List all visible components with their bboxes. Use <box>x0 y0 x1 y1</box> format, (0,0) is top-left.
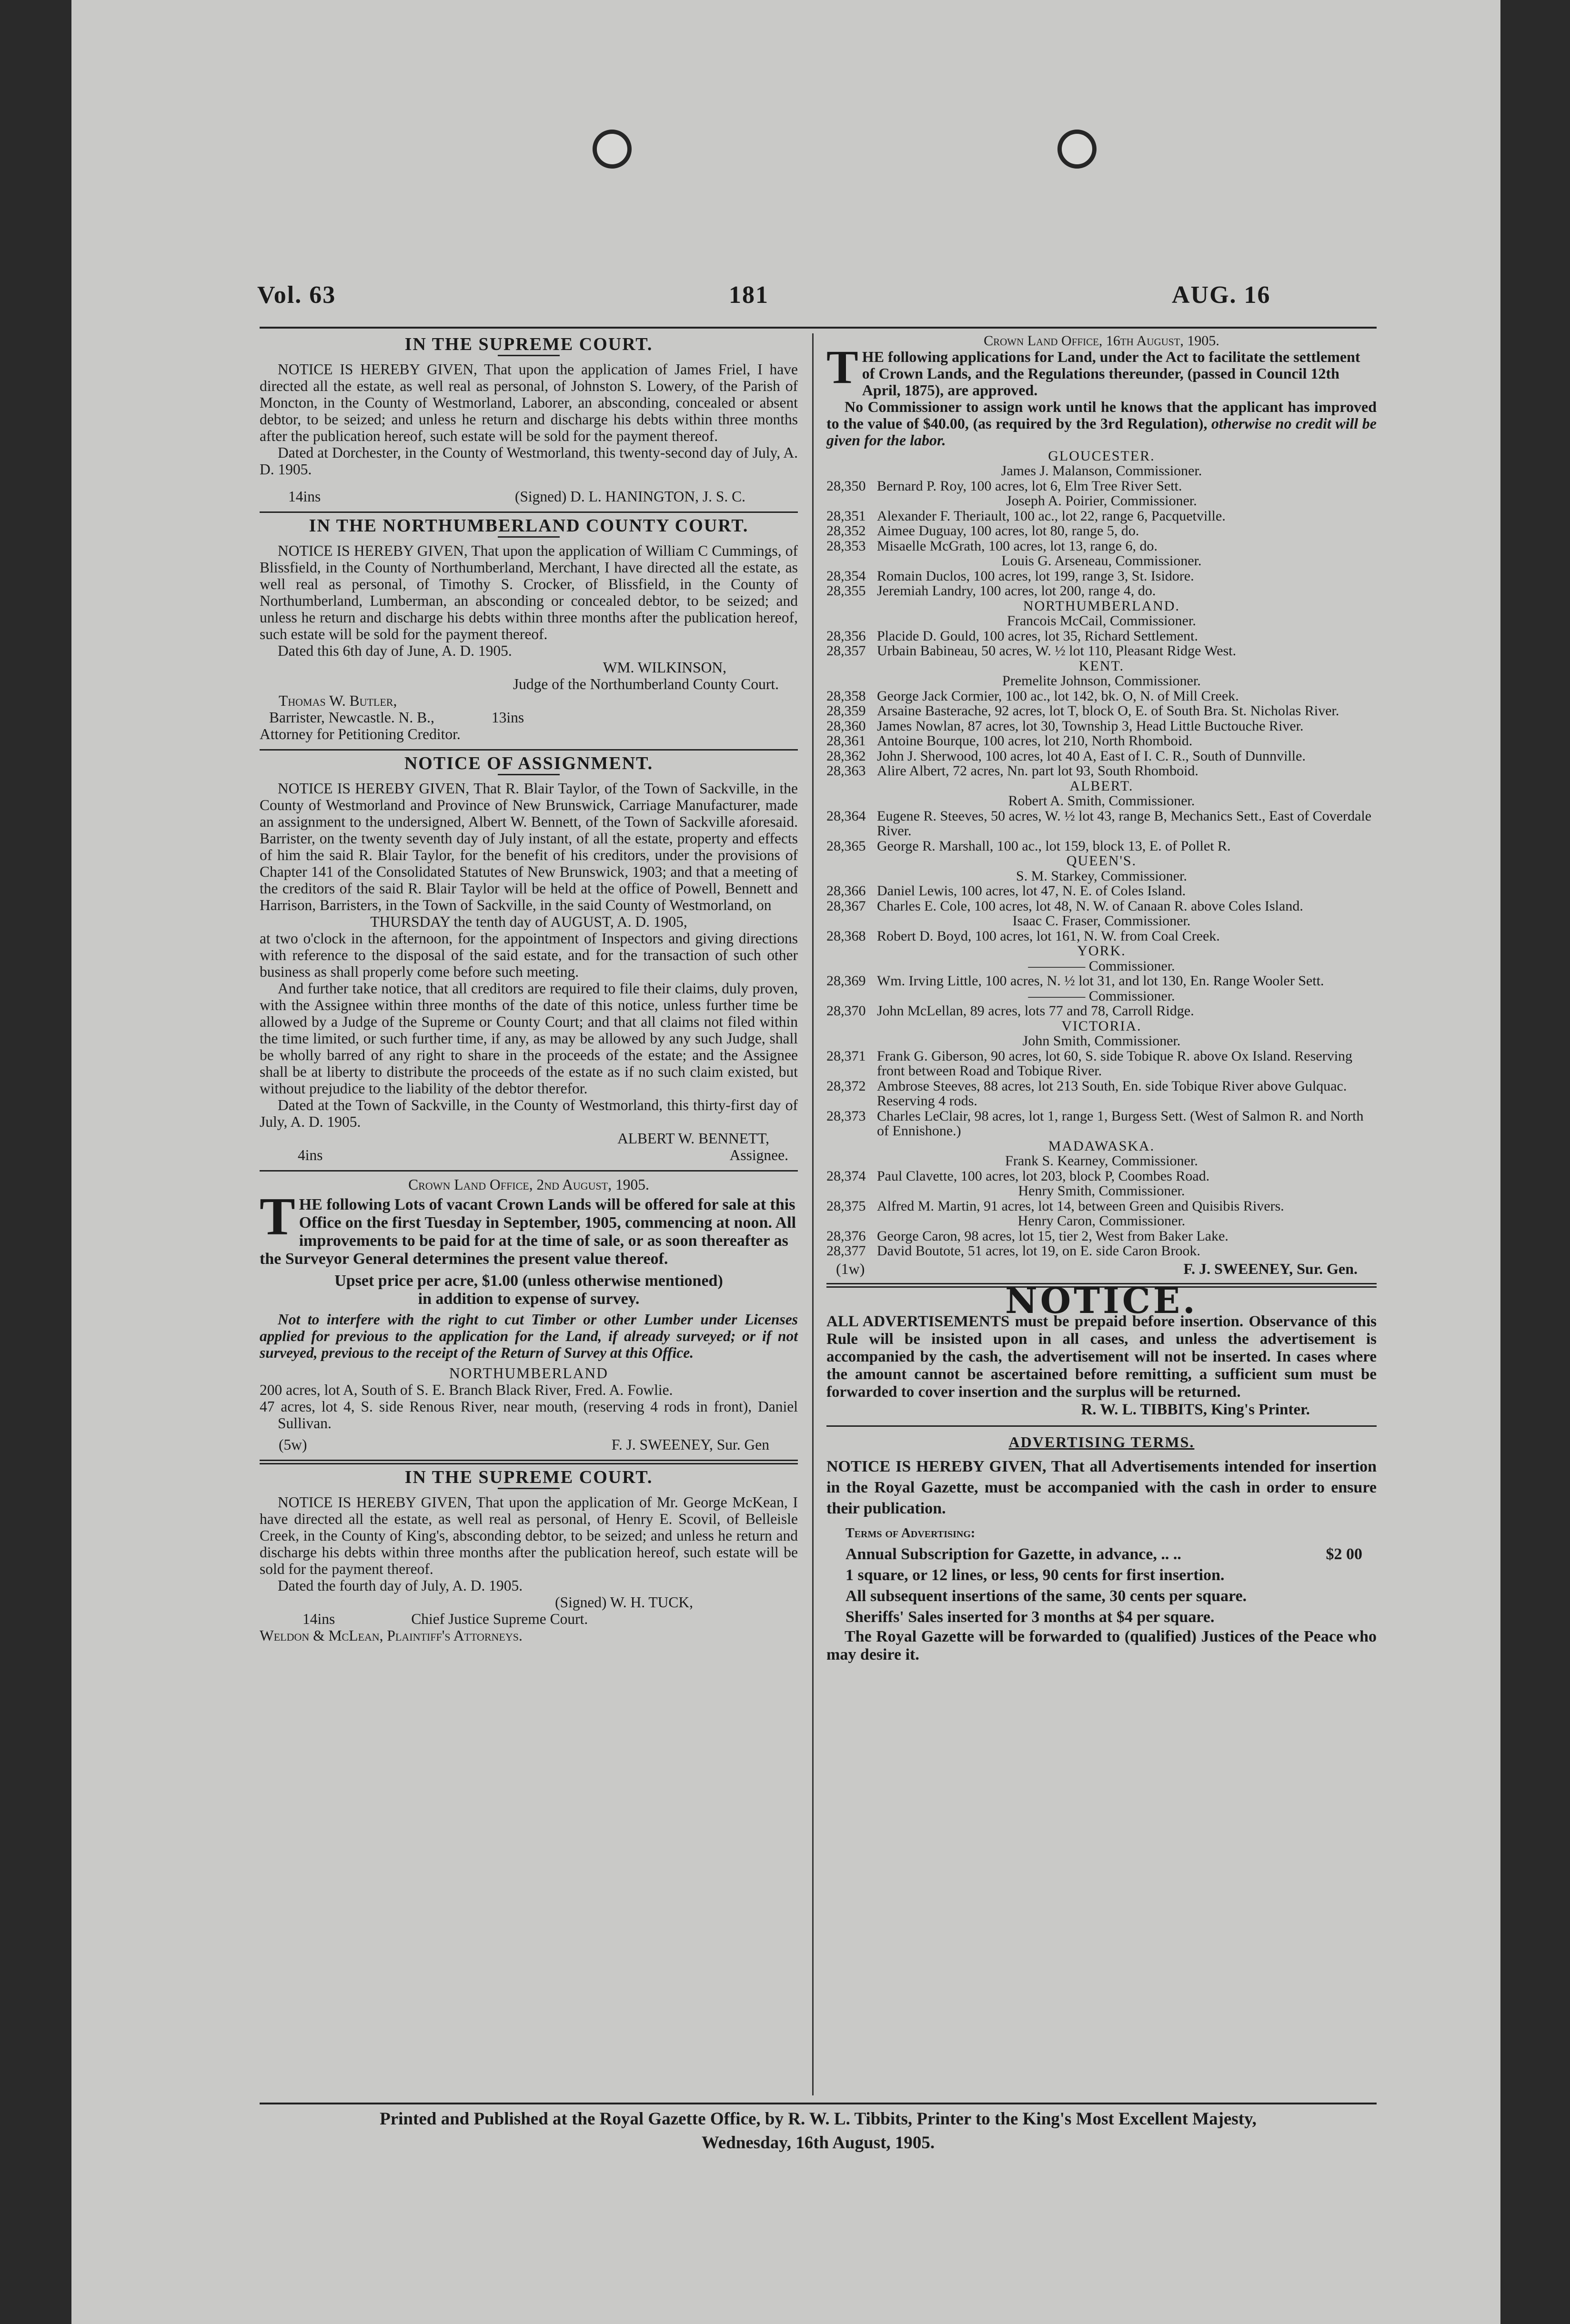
application-entry <box>826 509 1377 524</box>
application-number: 28,362 <box>826 748 866 764</box>
application-number: 28,361 <box>826 733 866 749</box>
supreme-court-notice-1 <box>260 336 798 505</box>
application-entry <box>826 1169 1377 1184</box>
notice-body: NOTICE IS HEREBY GIVEN, That upon the application of Mr. George McKean, I have directed all the estate, as well real as personal, of Henry E. Scovil, of Belleisle Creek, in the County of King's, absconding debtor, to be seized; and unless he return and discharge his debts within three months after the publication hereof, such estate will be sold for the payment thereof. <box>260 1494 798 1577</box>
section-title: IN THE NORTHUMBERLAND COUNTY COURT. <box>309 516 749 536</box>
labor-credit-note: otherwise no credit will be given for the labor. <box>826 414 1377 449</box>
application-entry <box>826 719 1377 734</box>
divider <box>498 536 560 538</box>
signer-name: ALBERT W. BENNETT, <box>617 1130 769 1147</box>
commissioner-name: Frank S. Kearney, Commissioner. <box>1005 1153 1198 1169</box>
application-entry <box>826 1049 1377 1079</box>
application-number: 28,375 <box>826 1198 866 1214</box>
application-number: 28,377 <box>826 1243 866 1259</box>
county-heading: NORTHUMBERLAND <box>449 1365 609 1382</box>
notice-body: HE following Lots of vacant Crown Lands will be offered for sale at this Office on the first Tuesday in September, 1905, commencing at noon. All improvements to be paid for at the time of sale, or as soon thereafter as the Surveyor General determines the present value thereof. <box>260 1196 796 1268</box>
county-heading: VICTORIA. <box>1061 1018 1142 1034</box>
office-dateline: Crown Land Office, 2nd August, 1905. <box>408 1176 649 1193</box>
advertising-terms <box>826 1432 1377 1664</box>
application-entry <box>826 1003 1377 1019</box>
application-text: Ambrose Steeves, 88 acres, lot 213 South, En. side Tobique River above Gulquac. Reserving 4 rods. <box>877 1078 1347 1109</box>
left-column <box>260 333 798 1644</box>
application-number: 28,352 <box>826 523 866 539</box>
application-text: Antoine Bourque, 100 acres, lot 210, North Rhomboid. <box>877 733 1193 749</box>
signature: R. W. L. TIBBITS, King's Printer. <box>1081 1401 1310 1418</box>
application-entry <box>826 973 1377 989</box>
application-text: Robert D. Boyd, 100 acres, lot 161, N. W. from Coal Creek. <box>877 928 1220 944</box>
county-heading: GLOUCESTER. <box>1048 448 1155 464</box>
application-text: Alfred M. Martin, 91 acres, lot 14, between Green and Quisibis Rivers. <box>877 1198 1284 1214</box>
application-text: Jeremiah Landry, 100 acres, lot 200, range 4, do. <box>877 583 1156 599</box>
application-text: Wm. Irving Little, 100 acres, N. ½ lot 31, and lot 130, En. Range Wooler Sett. <box>877 973 1324 989</box>
county-heading: NORTHUMBERLAND. <box>1023 598 1180 614</box>
application-number: 28,371 <box>826 1048 866 1064</box>
terms-line: 1 square, or 12 lines, or less, 90 cents for first insertion. <box>845 1566 1225 1584</box>
application-entry <box>826 643 1377 659</box>
application-text: John McLellan, 89 acres, lots 77 and 78, Carroll Ridge. <box>877 1003 1194 1019</box>
application-text: Urbain Babineau, 50 acres, W. ½ lot 110, Pleasant Ridge West. <box>877 643 1237 659</box>
lot-listing: 47 acres, lot 4, S. side Renous River, near mouth, (reserving 4 rods in front), Daniel Sullivan. <box>260 1398 798 1432</box>
application-entry <box>826 689 1377 704</box>
commissioner-name: James J. Malanson, Commissioner. <box>1001 463 1202 479</box>
applications-intro: HE following applications for Land, under the Act to facilitate the settlement of Crown Lands, and the Regulations thereunder, (passed in Council 12th April, 1875), are approved. <box>862 348 1360 399</box>
advertising-title: ADVERTISING TERMS. <box>1008 1433 1195 1451</box>
column-divider <box>812 333 814 2095</box>
application-entry <box>826 899 1377 914</box>
notice-body: at two o'clock in the afternoon, for the appointment of Inspectors and giving directions with reference to the disposal of the said estate, and for the transaction of such other business as shall properly come before such meeting. <box>260 930 798 980</box>
office-dateline: Crown Land Office, 16th August, 1905. <box>984 333 1219 349</box>
subscription-label: Annual Subscription for Gazette, in advance, .. .. <box>845 1545 1181 1563</box>
application-number: 28,355 <box>826 583 866 599</box>
application-text: David Boutote, 51 acres, lot 19, on E. side Caron Brook. <box>877 1243 1201 1259</box>
signer-role: Assignee. <box>729 1147 788 1163</box>
application-number: 28,358 <box>826 688 866 704</box>
divider <box>260 749 798 751</box>
application-number: 28,373 <box>826 1108 866 1124</box>
signature: F. J. SWEENEY, Sur. Gen <box>611 1436 769 1453</box>
application-entry <box>826 1243 1377 1259</box>
right-column <box>826 333 1377 1664</box>
application-entry <box>826 703 1377 719</box>
notice-body: ALL ADVERTISEMENTS must be prepaid before insertion. Observance of this Rule will be insisted upon in all cases, and unless the advertisement is accompanied by the cash, the advertisement will not be inserted. In cases where the amount cannot be ascertained before remitting, a sufficient sum must be forwarded to cover insertion and the surplus will be returned. <box>826 1313 1377 1401</box>
header-rule <box>260 327 1377 329</box>
application-number: 28,353 <box>826 538 866 554</box>
commissioner-name: Premelite Johnson, Commissioner. <box>1002 673 1201 689</box>
application-number: 28,365 <box>826 838 866 854</box>
crown-land-sale-notice <box>260 1176 798 1453</box>
application-number: 28,357 <box>826 643 866 659</box>
divider <box>498 355 560 356</box>
insertion-count: (1w) <box>836 1260 865 1277</box>
meeting-date: THURSDAY the tenth day of AUGUST, A. D. 1905, <box>370 913 687 930</box>
subscription-price: $2 00 <box>1326 1545 1362 1563</box>
upset-price: Upset price per acre, $1.00 (unless otherwise mentioned) <box>334 1272 723 1290</box>
signature: (Signed) D. L. HANINGTON, J. S. C. <box>514 488 745 505</box>
advertising-body: NOTICE IS HEREBY GIVEN, That all Advertisements intended for insertion in the Royal Gazette, must be accompanied with the cash in order to ensure their publication. <box>826 1458 1377 1517</box>
divider <box>260 511 798 513</box>
application-text: Paul Clavette, 100 acres, lot 203, block P, Coombes Road. <box>877 1168 1210 1184</box>
punch-hole <box>593 130 632 169</box>
terms-line: The Royal Gazette will be forwarded to (qualified) Justices of the Peace who may desire it. <box>826 1628 1377 1663</box>
application-entry <box>826 629 1377 644</box>
page-number: 181 <box>729 281 769 309</box>
commissioner-name: ———— Commissioner. <box>1028 988 1175 1004</box>
insertion-count: 14ins <box>288 488 321 505</box>
application-entry <box>826 749 1377 764</box>
divider <box>498 1488 560 1489</box>
issue-date: AUG. 16 <box>1172 281 1271 309</box>
application-text: Alexander F. Theriault, 100 ac., lot 22, range 6, Pacquetville. <box>877 508 1226 524</box>
notice-dated: Dated at Dorchester, in the County of Westmorland, this twenty-second day of July, A. D. 1905. <box>260 444 798 478</box>
commissioner-name: Francois McCail, Commissioner. <box>1007 613 1196 629</box>
application-entry <box>826 569 1377 584</box>
application-entry <box>826 883 1377 899</box>
county-heading: KENT. <box>1078 658 1125 674</box>
application-entry <box>826 1079 1377 1109</box>
application-number: 28,360 <box>826 718 866 734</box>
divider <box>260 1460 798 1464</box>
divider <box>260 1170 798 1172</box>
application-entry <box>826 583 1377 599</box>
terms-line: Sheriffs' Sales inserted for 3 months at $4 per square. <box>845 1608 1215 1626</box>
application-entry <box>826 733 1377 749</box>
volume-label: Vol. 63 <box>257 281 336 309</box>
application-entry <box>826 763 1377 779</box>
application-entry <box>826 1109 1377 1139</box>
application-text: Eugene R. Steeves, 50 acres, W. ½ lot 43, range B, Mechanics Sett., East of Coverdale River. <box>877 808 1372 839</box>
application-text: Alire Albert, 72 acres, Nn. part lot 93, South Rhomboid. <box>877 763 1198 779</box>
application-text: George Caron, 98 acres, lot 15, tier 2, West from Baker Lake. <box>877 1228 1228 1244</box>
application-number: 28,356 <box>826 628 866 644</box>
punch-hole <box>1057 130 1097 169</box>
application-text: John J. Sherwood, 100 acres, lot 40 A, East of I. C. R., South of Dunnville. <box>877 748 1306 764</box>
signer-name: WM. WILKINSON, <box>603 659 726 676</box>
insertion-count: 14ins <box>302 1611 335 1627</box>
application-entry <box>826 523 1377 539</box>
county-heading: ALBERT. <box>1069 778 1134 794</box>
notice-dated: Dated this 6th day of June, A. D. 1905. <box>278 642 512 659</box>
application-entry <box>826 929 1377 944</box>
notice-body: NOTICE IS HEREBY GIVEN, That R. Blair Taylor, of the Town of Sackville, in the County of Westmorland and Province of New Brunswick, Carriage Manufacturer, made an assignment to the undersigned, Albert W. Bennett, of the Town of Sackville aforesaid. Barrister, on the twenty seventh day of July instant, of all the estate, property and effects of him the said R. Blair Taylor, for the benefit of his creditors, under the provisions of Chapter 141 of the Consolidated Statutes of New Brunswick, 1903; and that a meeting of the creditors of the said R. Blair Taylor will be held at the office of Powell, Bennett and Harrison, Barristers, in the Town of Sackville, in the said County of Westmorland, on <box>260 780 798 913</box>
notice-dated: Dated at the Town of Sackville, in the County of Westmorland, this thirty-first day of July, A. D. 1905. <box>260 1097 798 1130</box>
signer-title: Chief Justice Supreme Court. <box>411 1611 588 1627</box>
imprint <box>260 2107 1377 2155</box>
county-heading: MADAWASKA. <box>1048 1138 1155 1154</box>
signature: (Signed) W. H. TUCK, <box>555 1594 693 1611</box>
assignment-notice <box>260 755 798 1163</box>
application-number: 28,367 <box>826 898 866 914</box>
section-title: NOTICE OF ASSIGNMENT. <box>404 753 654 773</box>
insertion-count: 4ins <box>298 1147 323 1163</box>
attorney-name: Thomas W. Butler, <box>279 692 397 709</box>
notice-body: NOTICE IS HEREBY GIVEN, That upon the application of James Friel, I have directed all the estate, as well real as personal, of Johnston S. Lowery, of the Parish of Moncton, in the County of Westmorland, Laborer, an absconding, concealed or absent debtor, to be seized; and unless he return and discharge his debts within three months after the publication hereof, such estate will be sold for the payment thereof. <box>260 361 798 444</box>
application-number: 28,376 <box>826 1228 866 1244</box>
terms-line: All subsequent insertions of the same, 30 cents per square. <box>845 1587 1247 1605</box>
application-number: 28,354 <box>826 568 866 584</box>
signature: F. J. SWEENEY, Sur. Gen. <box>1183 1260 1358 1277</box>
application-text: Daniel Lewis, 100 acres, lot 47, N. E. of Coles Island. <box>877 883 1186 899</box>
application-entry <box>826 809 1377 839</box>
application-text: Aimee Duguay, 100 acres, lot 80, range 5, do. <box>877 523 1139 539</box>
notice-body: And further take notice, that all creditors are required to file their claims, duly proven, with the Assignee within three months of the date of this notice, unless further time be allowed by a Judge of the Supreme or County Court; and that all claims not filed within the time limited, or such further time, if any, as may be allowed by any such Judge, shall be wholly barred of any right to share in the proceeds of the estate; and the Assignee shall be at liberty to distribute the proceeds of the estate as if no such claim existed, but without prejudice to the liability of the debtor therefor. <box>260 980 798 1097</box>
application-text: James Nowlan, 87 acres, lot 30, Township 3, Head Little Buctouche River. <box>877 718 1304 734</box>
divider <box>498 774 560 775</box>
commissioner-name: Joseph A. Poirier, Commissioner. <box>1006 493 1197 509</box>
imprint-date: Wednesday, 16th August, 1905. <box>701 2133 935 2153</box>
application-number: 28,372 <box>826 1078 866 1094</box>
upset-price-note: in addition to expense of survey. <box>418 1290 640 1308</box>
application-entry <box>826 539 1377 554</box>
application-number: 28,351 <box>826 508 866 524</box>
application-entry <box>826 479 1377 494</box>
commissioner-name: S. M. Starkey, Commissioner. <box>1016 868 1187 884</box>
application-text: Charles E. Cole, 100 acres, lot 48, N. W. of Canaan R. above Coles Island. <box>877 898 1303 914</box>
application-text: Frank G. Giberson, 90 acres, lot 60, S. side Tobique R. above Ox Island. Reserving front between Road and Tobique River. <box>877 1048 1353 1079</box>
notice-dated: Dated the fourth day of July, A. D. 1905. <box>278 1577 523 1594</box>
commissioner-name: John Smith, Commissioner. <box>1022 1033 1181 1049</box>
application-entry <box>826 1199 1377 1214</box>
footer-rule <box>260 2103 1377 2104</box>
application-entry <box>826 1229 1377 1244</box>
attorneys: Weldon & McLean, Plaintiff's Attorneys. <box>260 1627 523 1644</box>
application-text: Misaelle McGrath, 100 acres, lot 13, range 6, do. <box>877 538 1157 554</box>
drop-cap: T <box>260 1187 295 1246</box>
county-heading: YORK. <box>1077 943 1126 959</box>
application-number: 28,363 <box>826 763 866 779</box>
commissioner-name: Henry Smith, Commissioner. <box>1018 1183 1185 1199</box>
application-number: 28,374 <box>826 1168 866 1184</box>
drop-cap: T <box>826 340 858 393</box>
application-text: Charles LeClair, 98 acres, lot 1, range 1, Burgess Sett. (West of Salmon R. and North of Ennishone.) <box>877 1108 1364 1139</box>
application-text: Bernard P. Roy, 100 acres, lot 6, Elm Tree River Sett. <box>877 478 1182 494</box>
application-number: 28,369 <box>826 973 866 989</box>
attorney-role: Attorney for Petitioning Creditor. <box>260 726 461 742</box>
commissioner-rule-text: No Commissioner to assign work until he knows that the applicant has improved to the value of $40.00, (as required by the 3rd Regulation), <box>826 398 1377 432</box>
commissioner-name: Isaac C. Fraser, Commissioner. <box>1012 913 1191 929</box>
application-number: 28,366 <box>826 883 866 899</box>
application-number: 28,364 <box>826 808 866 824</box>
application-number: 28,368 <box>826 928 866 944</box>
northumberland-court-notice <box>260 518 798 742</box>
insertion-count: 13ins <box>491 709 524 726</box>
application-number: 28,359 <box>826 703 866 719</box>
application-entry <box>826 839 1377 854</box>
application-text: George R. Marshall, 100 ac., lot 159, block 13, E. of Pollet R. <box>877 838 1231 854</box>
application-text: George Jack Cormier, 100 ac., lot 142, bk. O, N. of Mill Creek. <box>877 688 1239 704</box>
attorney-address: Barrister, Newcastle. N. B., <box>269 709 434 726</box>
divider <box>826 1425 1377 1427</box>
notice-title: NOTICE. <box>1005 1281 1198 1322</box>
section-title: IN THE SUPREME COURT. <box>404 1467 653 1487</box>
commissioner-name: Louis G. Arseneau, Commissioner. <box>1001 553 1202 569</box>
county-heading: QUEEN'S. <box>1066 853 1137 869</box>
commissioner-name: Henry Caron, Commissioner. <box>1017 1213 1186 1229</box>
notice-body: NOTICE IS HEREBY GIVEN, That upon the application of William C Cummings, of Blissfield, in the County of Northumberland, Merchant, I have directed all the estate, as well real as personal, of Timothy S. Crocker, of Blissfield, in the County of Northumberland, Lumberman, an absconding or concealed debtor, to be seized; and unless he return and discharge his debts within three months after the publication hereof, such estate will be sold for the payment thereof. <box>260 542 798 642</box>
prepaid-notice <box>826 1281 1377 1419</box>
timber-restriction: Not to interfere with the right to cut Timber or other Lumber under Licenses applied for previous to the application for the Land, if already surveyed; or if not surveyed, previous to the receipt of the Return of Survey at this Office. <box>260 1311 798 1361</box>
commissioner-rule <box>826 399 1377 449</box>
application-number: 28,350 <box>826 478 866 494</box>
application-number: 28,370 <box>826 1003 866 1019</box>
commissioner-name: Robert A. Smith, Commissioner. <box>1008 793 1195 809</box>
terms-title: Terms of Advertising: <box>845 1526 976 1541</box>
section-title: IN THE SUPREME COURT. <box>404 334 653 354</box>
gazette-page <box>71 0 1500 2324</box>
signer-title: Judge of the Northumberland County Court. <box>513 676 779 692</box>
supreme-court-notice-2 <box>260 1469 798 1644</box>
land-applications-list <box>826 449 1377 1259</box>
insertion-count: (5w) <box>279 1436 307 1453</box>
application-text: Arsaine Basterache, 92 acres, lot T, block O, E. of South Bra. St. Nicholas River. <box>877 703 1339 719</box>
lot-listing: 200 acres, lot A, South of S. E. Branch Black River, Fred. A. Fowlie. <box>260 1382 673 1398</box>
application-text: Romain Duclos, 100 acres, lot 199, range 3, St. Isidore. <box>877 568 1194 584</box>
imprint-line: Printed and Published at the Royal Gazette Office, by R. W. L. Tibbits, Printer to the King's Most Excellent Majesty, <box>380 2109 1257 2129</box>
commissioner-name: ———— Commissioner. <box>1028 958 1175 974</box>
application-text: Placide D. Gould, 100 acres, lot 35, Richard Settlement. <box>877 628 1198 644</box>
